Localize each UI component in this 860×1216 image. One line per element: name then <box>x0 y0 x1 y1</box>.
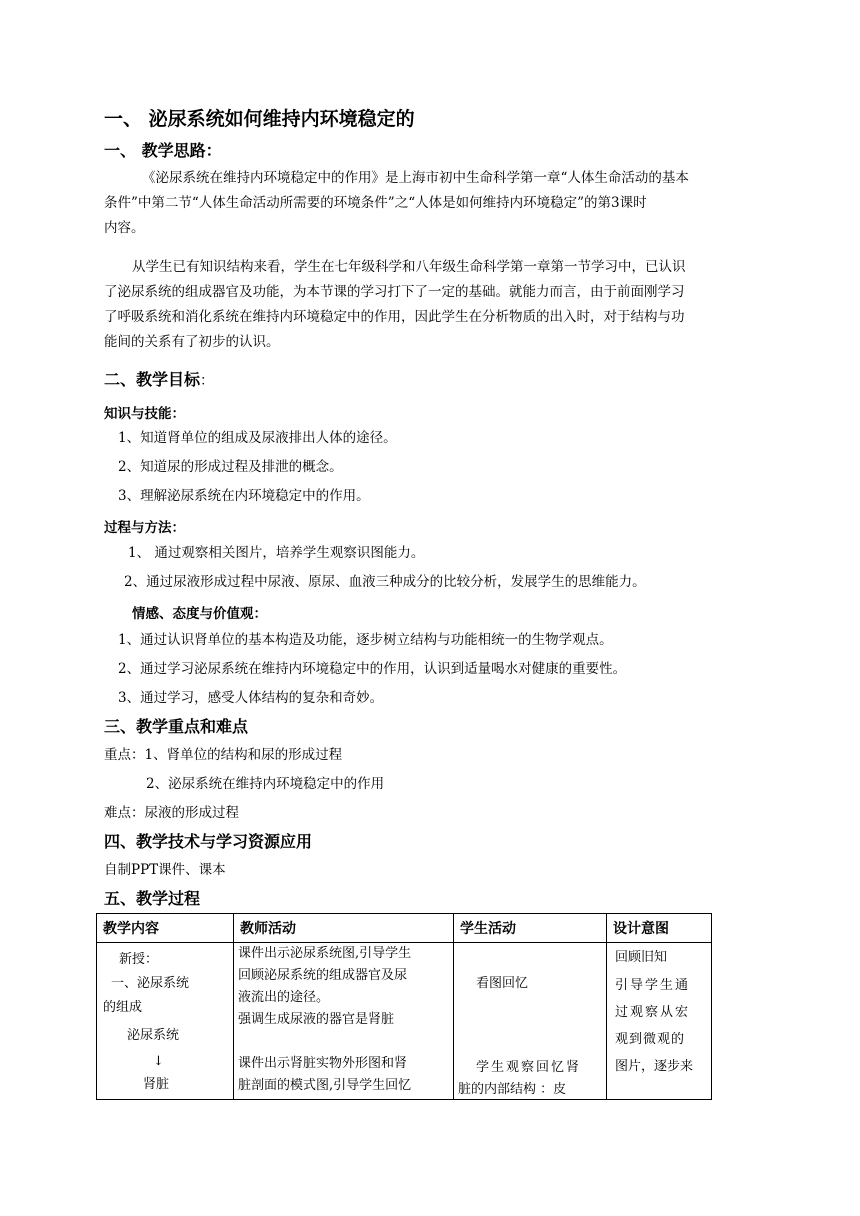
section-heading-process: 五、教学过程 <box>104 889 201 908</box>
cell-line: 观到微观的 <box>615 1032 686 1047</box>
table-header-cell: 教师活动 <box>234 914 454 943</box>
cell-line: 液流出的途径。 <box>238 990 330 1005</box>
cell-line: 脏的内部结构 ：皮 <box>458 1082 567 1097</box>
cell-line: 肾脏 <box>143 1077 170 1092</box>
section-heading-teaching-idea: 一、 教学思路： <box>104 141 222 160</box>
subheading-process: 过程与方法： <box>104 520 185 536</box>
subheading-knowledge: 知识与技能： <box>104 406 185 422</box>
objective-item: 1、知道肾单位的组成及尿液排出人体的途径。 <box>118 430 397 446</box>
subheading-emotion: 情感、态度与价值观： <box>132 606 267 622</box>
paragraph-line: 从学生已有知识结构来看，学生在七年级科学和八年级生命科学第一章第一节学习中，已认识 <box>132 259 686 275</box>
cell-line: 学生观察回忆肾 <box>476 1060 582 1075</box>
section-heading-resources: 四、教学技术与学习资源应用 <box>104 832 313 851</box>
cell-line: 课件出示泌尿系统图,引导学生 <box>238 946 412 961</box>
paragraph-line: 能间的关系有了初步的认识。 <box>104 334 280 350</box>
table-cell-intent <box>607 943 712 1100</box>
table-header-row <box>97 914 712 943</box>
cell-line: 课件出示肾脏实物外形图和肾 <box>238 1056 408 1071</box>
table-header-cell: 教学内容 <box>97 914 234 943</box>
doc-title: 一、 泌尿系统如何维持内环境稳定的 <box>104 108 415 130</box>
paragraph-line: 条件”中第二节“人体生命活动所需要的环境条件”之“人体是如何维持内环境稳定”的第3课时 <box>104 195 647 211</box>
cell-line: 新授： <box>119 952 159 967</box>
table-cell-student <box>454 943 607 1100</box>
objective-item: 2、通过学习泌尿系统在维持内环境稳定中的作用，认识到适量喝水对健康的重要性。 <box>118 661 627 677</box>
objective-item: 3、理解泌尿系统在内环境稳定中的作用。 <box>118 488 370 504</box>
objective-item: 1、 通过观察相关图片，培养学生观察识图能力。 <box>128 545 425 561</box>
cell-line: 回顾旧知 <box>615 950 668 965</box>
objectives-heading-text: 二、教学目标 <box>104 370 201 389</box>
cell-line: 脏剖面的模式图,引导学生回忆 <box>238 1078 412 1093</box>
objective-item: 2、通过尿液形成过程中尿液、原尿、血液三种成分的比较分析，发展学生的思维能力。 <box>124 574 646 590</box>
objectives-heading-colon: ： <box>200 373 215 389</box>
cell-line: 的组成 <box>103 1000 143 1015</box>
section-heading-objectives <box>104 367 214 390</box>
paragraph-line: 内容。 <box>104 220 145 236</box>
section-heading-key-points: 三、教学重点和难点 <box>104 717 249 736</box>
objective-item: 2、知道尿的形成过程及排泄的概念。 <box>118 459 343 475</box>
resources-text: 自制PPT课件、课本 <box>104 862 226 878</box>
objective-item: 1、通过认识肾单位的基本构造及功能，逐步树立结构与功能相统一的生物学观点。 <box>118 632 613 648</box>
cell-line: 一、泌尿系统 <box>111 976 190 991</box>
table-row <box>97 943 712 1100</box>
paragraph-line: 了泌尿系统的组成器官及功能，为本节课的学习打下了一定的基础。就能力而言，由于前面刚学习 <box>104 284 685 300</box>
cell-line: 泌尿系统 <box>127 1028 180 1043</box>
arrow-down-icon: ↓ <box>153 1054 164 1069</box>
cell-line: 强调生成尿液的器官是肾脏 <box>238 1012 395 1027</box>
key-point-1: 重点：1、肾单位的结构和尿的形成过程 <box>104 747 343 763</box>
paragraph-line: 了呼吸系统和消化系统在维持内环境稳定中的作用，因此学生在分析物质的出入时，对于结构与功 <box>104 309 685 325</box>
paragraph-line: 《泌尿系统在维持内环境稳定中的作用》是上海市初中生命科学第一章“人体生命活动的基本 <box>142 170 689 186</box>
table-header-cell: 设计意图 <box>607 914 712 943</box>
table-header-cell: 学生活动 <box>454 914 607 943</box>
cell-line: 过观察从宏 <box>615 1005 691 1020</box>
teaching-process-table <box>96 913 712 1100</box>
objective-item: 3、通过学习，感受人体结构的复杂和奇妙。 <box>118 690 384 706</box>
cell-line: 引导学生通 <box>615 978 691 993</box>
cell-line: 图片，逐步来 <box>615 1059 694 1074</box>
table-cell-teacher <box>234 943 454 1100</box>
cell-line: 回顾泌尿系统的组成器官及尿 <box>238 968 408 983</box>
paragraph-student-analysis <box>104 255 759 355</box>
table-cell-content <box>97 943 234 1100</box>
difficulty-point: 难点：尿液的形成过程 <box>104 805 239 821</box>
cell-line: 看图回忆 <box>476 976 529 991</box>
key-point-2: 2、泌尿系统在维持内环境稳定中的作用 <box>146 776 385 792</box>
paragraph-course-intro <box>104 166 759 241</box>
